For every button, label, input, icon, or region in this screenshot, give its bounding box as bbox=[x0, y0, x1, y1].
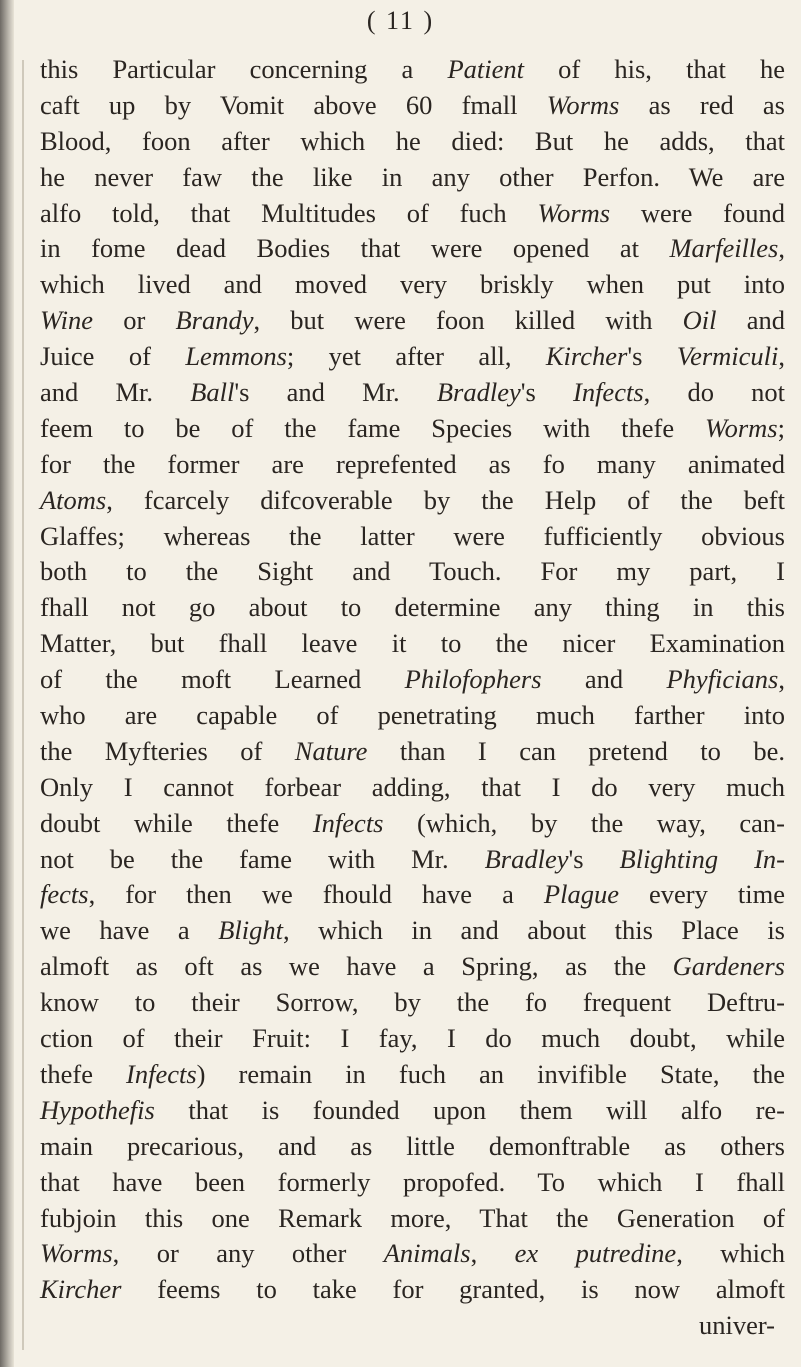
text-segment: both to the Sight and Touch. For my part, I bbox=[40, 556, 785, 587]
text-segment: 's bbox=[520, 377, 573, 408]
text-segment: for the former are reprefented as fo many animated bbox=[40, 448, 785, 479]
italic-text: Kircher bbox=[40, 1274, 122, 1305]
text-segment: fubjoin this one Remark more, That the Generation of bbox=[40, 1202, 785, 1233]
page-number: ( 11 ) bbox=[366, 6, 435, 35]
text-line bbox=[40, 88, 785, 124]
italic-text: Ball bbox=[190, 377, 235, 408]
text-segment: this Particular concerning a bbox=[40, 54, 448, 84]
text-line bbox=[40, 124, 785, 160]
text-segment: 's bbox=[568, 843, 620, 874]
text-segment: in fome dead Bodies that were opened at bbox=[40, 233, 670, 264]
text-line bbox=[40, 770, 785, 806]
text-segment: of the moft Learned bbox=[40, 664, 405, 695]
text-segment: , do not bbox=[643, 377, 785, 408]
text-segment: and bbox=[716, 305, 786, 336]
text-segment: Glaffes; whereas the latter were fufficiently obvious bbox=[40, 520, 785, 551]
text-segment: , fcarcely difcoverable by the Help of the beft bbox=[106, 484, 785, 515]
text-segment: doubt while thefe bbox=[40, 807, 313, 838]
text-segment: Only I cannot forbear adding, that I do very much bbox=[40, 771, 785, 802]
italic-text: Oil bbox=[682, 305, 717, 336]
text-line bbox=[40, 842, 785, 878]
text-segment: , which in and about this Place is bbox=[282, 915, 785, 946]
text-line bbox=[40, 160, 785, 196]
text-line bbox=[40, 698, 785, 734]
text-segment: almoft as oft as we have a Spring, as the bbox=[40, 951, 673, 982]
text-segment: and Mr. bbox=[40, 377, 191, 408]
italic-text: Kircher bbox=[545, 341, 628, 372]
text-segment: that is founded upon them will alfo re- bbox=[154, 1094, 785, 1125]
text-line bbox=[40, 267, 785, 303]
text-segment: ; yet after all, bbox=[286, 341, 546, 372]
italic-text: Blighting In- bbox=[619, 843, 786, 874]
italic-text: Infects bbox=[312, 807, 384, 838]
italic-text: Worms bbox=[546, 89, 620, 120]
italic-text: Lemmons bbox=[185, 341, 287, 372]
italic-text: Worms bbox=[40, 1238, 113, 1269]
text-segment: as red as bbox=[619, 89, 785, 120]
text-line bbox=[40, 1093, 785, 1129]
text-segment: know to their Sorrow, by the fo frequent Deftru- bbox=[40, 987, 785, 1018]
text-line bbox=[40, 1236, 785, 1272]
page-body-text bbox=[40, 52, 785, 1344]
page-edge-line bbox=[22, 60, 24, 1350]
book-binding-shadow bbox=[0, 0, 14, 1367]
italic-text: Infects bbox=[573, 377, 644, 408]
text-line bbox=[40, 1201, 785, 1237]
italic-text: Atoms bbox=[40, 484, 107, 515]
text-segment: than I can pretend to be. bbox=[367, 735, 785, 766]
italic-text: Philofophers bbox=[404, 664, 542, 695]
italic-text: Worms bbox=[537, 197, 611, 228]
italic-text: Bradley bbox=[484, 843, 569, 874]
italic-text: Hypothefis bbox=[40, 1094, 155, 1125]
text-segment: which lived and moved very briskly when put into bbox=[40, 269, 785, 300]
text-segment: that have been formerly propofed. To which I fhall bbox=[40, 1166, 785, 1197]
text-segment: , bbox=[778, 233, 785, 264]
italic-text: Nature bbox=[294, 735, 368, 766]
text-segment: Blood, foon after which he died: But he adds, that bbox=[40, 125, 785, 156]
italic-text: Animals bbox=[383, 1238, 471, 1269]
text-line bbox=[40, 626, 785, 662]
text-line bbox=[40, 231, 785, 267]
text-segment: , which bbox=[676, 1238, 786, 1269]
text-line bbox=[40, 806, 785, 842]
text-segment: were found bbox=[610, 197, 785, 228]
italic-text: Brandy bbox=[175, 305, 254, 336]
text-segment: we have a bbox=[40, 915, 219, 946]
text-segment: thefe bbox=[40, 1058, 127, 1089]
text-line bbox=[40, 913, 785, 949]
text-segment: fhall not go about to determine any thing in this bbox=[40, 592, 785, 623]
text-line bbox=[40, 590, 785, 626]
text-line bbox=[40, 1129, 785, 1165]
text-line bbox=[40, 339, 785, 375]
text-segment: , bbox=[470, 1238, 515, 1269]
text-segment: ) remain in fuch an invifible State, the bbox=[196, 1058, 785, 1089]
italic-text: Vermiculi bbox=[676, 341, 779, 372]
italic-text: Blight bbox=[218, 915, 283, 946]
text-segment: Juice of bbox=[40, 341, 186, 372]
catchword: univer- bbox=[699, 1310, 775, 1341]
text-segment: , for then we fhould have a bbox=[88, 879, 544, 910]
text-line bbox=[40, 985, 785, 1021]
text-line bbox=[40, 447, 785, 483]
text-line bbox=[40, 1057, 785, 1093]
text-segment: alfo told, that Multitudes of fuch bbox=[40, 197, 538, 228]
text-segment: every time bbox=[618, 879, 785, 910]
text-segment: 's bbox=[627, 341, 677, 372]
text-segment: of his, that he bbox=[523, 54, 785, 84]
text-segment: main precarious, and as little demonftrable as others bbox=[40, 1130, 785, 1161]
text-segment: , bbox=[778, 341, 785, 372]
text-segment: , or any other bbox=[112, 1238, 384, 1269]
italic-text: Infects bbox=[126, 1058, 197, 1089]
italic-text: Plague bbox=[543, 879, 619, 910]
text-segment: who are capable of penetrating much farther into bbox=[40, 700, 785, 731]
italic-text: Marfeilles bbox=[669, 233, 779, 264]
text-line bbox=[40, 519, 785, 555]
text-line bbox=[40, 662, 785, 698]
text-segment: (which, by the way, can- bbox=[383, 807, 785, 838]
italic-text: Wine bbox=[40, 305, 93, 336]
italic-text: Phyficians bbox=[666, 664, 779, 695]
text-segment: and bbox=[541, 664, 667, 695]
italic-text: ex putredine bbox=[514, 1238, 677, 1269]
text-line bbox=[40, 554, 785, 590]
text-line bbox=[40, 483, 785, 519]
text-line bbox=[40, 1165, 785, 1201]
text-line bbox=[40, 734, 785, 770]
italic-text: fects bbox=[40, 879, 89, 910]
text-line bbox=[40, 949, 785, 985]
text-segment: he never faw the like in any other Perfon. We are bbox=[40, 161, 785, 192]
text-line bbox=[40, 375, 785, 411]
italic-text: Gardeners bbox=[672, 951, 785, 982]
text-segment: Matter, but fhall leave it to the nicer Examination bbox=[40, 628, 785, 659]
text-line bbox=[40, 411, 785, 447]
italic-text: Worms bbox=[704, 412, 778, 443]
text-segment: 's and Mr. bbox=[234, 377, 437, 408]
text-segment: , but were foon killed with bbox=[253, 305, 683, 336]
text-line bbox=[40, 196, 785, 232]
italic-text: Patient bbox=[447, 54, 524, 84]
text-segment: , bbox=[778, 664, 785, 695]
text-segment: ; bbox=[777, 412, 785, 443]
text-line bbox=[40, 1272, 785, 1308]
text-line bbox=[40, 877, 785, 913]
text-segment: feems to take for granted, is now almoft bbox=[121, 1274, 785, 1305]
text-line bbox=[40, 1021, 785, 1057]
text-segment: or bbox=[93, 305, 176, 336]
text-segment: the Myfteries of bbox=[40, 735, 295, 766]
text-line bbox=[40, 52, 785, 88]
text-segment: not be the fame with Mr. bbox=[40, 843, 485, 874]
text-segment: caft up by Vomit above 60 fmall bbox=[40, 89, 547, 120]
text-line bbox=[40, 303, 785, 339]
text-segment: feem to be of the fame Species with thefe bbox=[40, 412, 705, 443]
text-segment: ction of their Fruit: I fay, I do much doubt, while bbox=[40, 1023, 785, 1054]
italic-text: Bradley bbox=[436, 377, 521, 408]
